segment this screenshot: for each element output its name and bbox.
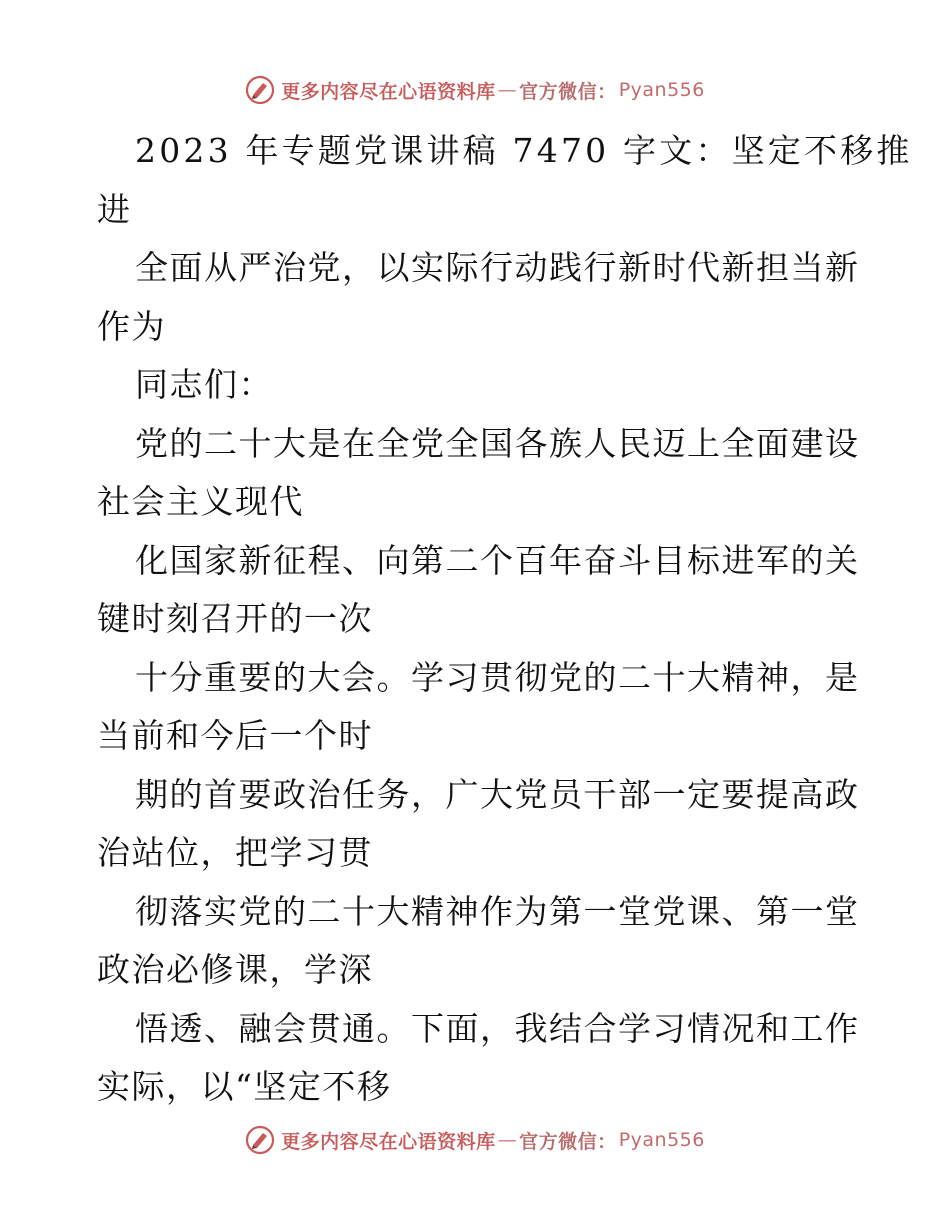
watermark-separator: — (497, 1129, 518, 1151)
document-body (97, 122, 913, 1117)
document-title-line-3: 全面从严治党，以实际行动践行新时代新担当新 (135, 248, 860, 287)
pen-logo-icon (245, 75, 275, 105)
document-title-line-2: 进 (97, 189, 132, 229)
paragraph-line: 化国家新征程、向第二个百年奋斗目标进军的关 (135, 540, 860, 580)
paragraph-line: 实际，以“坚定不移 (97, 1067, 392, 1106)
watermark-brand: 更多内容尽在心语资料库 (281, 80, 496, 103)
paragraph-line: 社会主义现代 (97, 482, 304, 521)
watermark-label: 官方微信： (519, 80, 617, 103)
document-title-line-4: 作为 (97, 306, 166, 346)
paragraph-line: 十分重要的大会。学习贯彻党的二十大精神，是 (135, 657, 860, 697)
paragraph-line: 党的二十大是在全党全国各族人民迈上全面建设 (135, 423, 860, 463)
pen-logo-icon (245, 1125, 275, 1155)
watermark-brand: 更多内容尽在心语资料库 (281, 1130, 496, 1153)
paragraph-line: 当前和今后一个时 (97, 716, 373, 755)
watermark-separator: — (497, 79, 518, 101)
watermark-wechat-id: Pyan556 (618, 1129, 705, 1151)
paragraph-line: 政治必修课，学深 (97, 950, 373, 989)
paragraph-line: 悟透、融会贯通。下面，我结合学习情况和工作 (135, 1008, 860, 1048)
paragraph-line: 期的首要政治任务，广大党员干部一定要提高政 (135, 774, 860, 814)
salutation: 同志们： (135, 365, 273, 404)
header-watermark (0, 70, 950, 110)
footer-watermark (0, 1120, 950, 1160)
document-title-line-1: 2023 年专题党课讲稿 7470 字文：坚定不移推 (135, 131, 913, 170)
paragraph-line: 彻落实党的二十大精神作为第一堂党课、第一堂 (135, 891, 860, 931)
watermark-wechat-id: Pyan556 (618, 79, 705, 101)
paragraph-line: 键时刻召开的一次 (97, 599, 373, 638)
watermark-label: 官方微信： (519, 1130, 617, 1153)
paragraph-line: 治站位，把学习贯 (97, 833, 373, 872)
